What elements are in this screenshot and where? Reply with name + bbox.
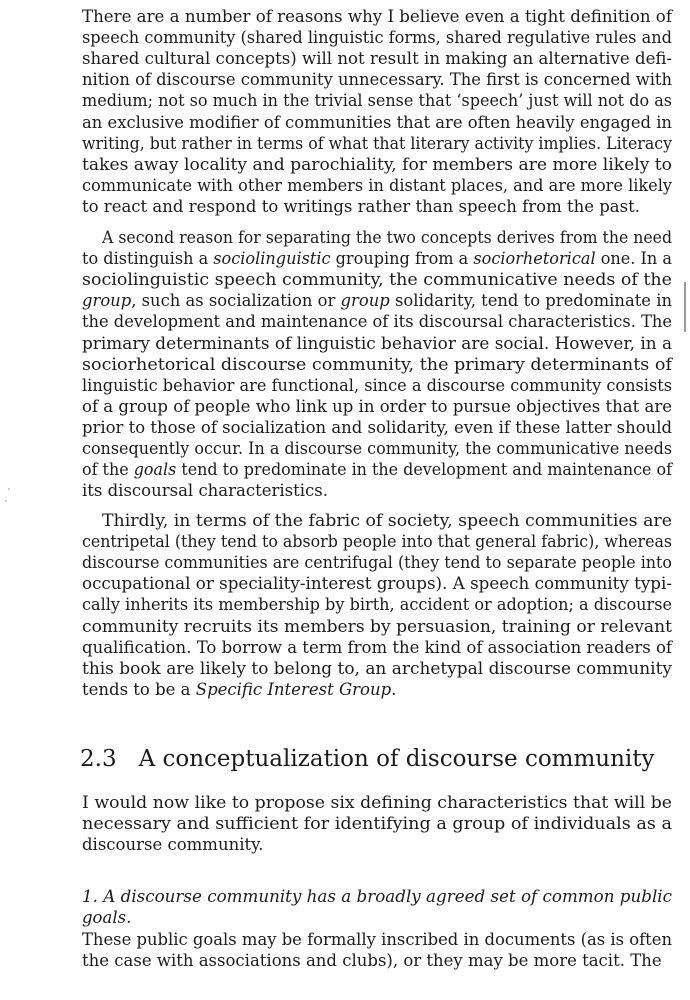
characteristic-body-line: the case with associations and clubs), or they may be more tacit. The <box>82 951 662 971</box>
paragraph-3-line: discourse communities are centrifugal (they tend to separate people into <box>82 553 673 573</box>
paragraph-2-line: sociolinguistic speech community, the communicative needs of the <box>82 270 673 290</box>
italic-term: Specific Interest Group <box>195 679 392 699</box>
paragraph-1-line: communicate with other members in distant places, and are more likely <box>82 175 673 195</box>
paragraph-2-line: sociorhetorical discourse community, the primary determinants of <box>82 354 672 374</box>
section-heading <box>80 742 680 776</box>
paragraph-2-line: consequently occur. In a discourse community, the communicative needs <box>82 439 673 458</box>
italic-term: sociorhetorical <box>473 249 596 269</box>
paragraph-2-line: A second reason for separating the two concepts derives from the need <box>102 228 673 247</box>
paragraph-1-line: nition of discourse community unnecessary. The first is concerned with <box>82 70 673 90</box>
italic-term: goals <box>133 460 177 480</box>
paragraph-3-line: cally inherits its membership by birth, accident or adoption; a discourse <box>82 595 673 615</box>
paragraph-3-line: qualification. To borrow a term from the kind of association readers of <box>82 637 673 657</box>
scan-speck <box>5 500 7 502</box>
paragraph-3-line: centripetal (they tend to absorb people into that general fabric), whereas <box>82 532 673 552</box>
paragraph-2-line: group, such as socialization or group solidarity, tend to predominate in <box>82 291 672 311</box>
margin-mark <box>684 282 686 332</box>
italic-term: sociolinguistic <box>213 249 331 269</box>
paragraph-3-line: tends to be a Specific Interest Group. <box>82 679 397 699</box>
paragraph-3-line: Thirdly, in terms of the fabric of society, speech communities are <box>102 511 672 530</box>
paragraph-2-line: of a group of people who link up in order to pursue objectives that are <box>82 396 672 416</box>
intro-paragraph-line: discourse community. <box>82 835 264 855</box>
paragraph-1-line: writing, but rather in terms of what that literary activity implies. Literacy <box>82 133 673 153</box>
italic-term: group <box>340 291 390 311</box>
intro-paragraph-line: I would now like to propose six defining characteristics that will be <box>82 793 673 812</box>
paragraph-1-line: takes away locality and parochiality, for members are more likely to <box>82 154 672 174</box>
paragraph-1-line: medium; not so much in the trivial sense that ‘speech’ just will not do as <box>82 91 673 111</box>
paragraph-1-line: shared cultural concepts) will not result in making an alternative defi- <box>82 49 673 69</box>
paragraph-3-line: community recruits its members by persuasion, training or relevant <box>82 616 672 636</box>
paragraph-1-line: There are a number of reasons why I believe even a tight definition of <box>82 7 672 26</box>
characteristic-heading-line: 1. A discourse community has a broadly agreed set of common public <box>82 887 673 906</box>
paragraph-2-line: the development and maintenance of its discoursal characteristics. The <box>82 312 673 332</box>
italic-term: group <box>82 291 132 311</box>
intro-paragraph-line: necessary and sufficient for identifying a group of individuals as a <box>82 814 672 834</box>
paragraph-1-line: to react and respond to writings rather than speech from the past. <box>82 196 640 216</box>
paragraph-2-line: linguistic behavior are functional, since a discourse community consists <box>82 375 673 395</box>
paragraph-1-line: an exclusive modifier of communities that are often heavily engaged in <box>82 112 672 132</box>
paragraph-3-line: this book are likely to belong to, an archetypal discourse community <box>82 658 672 678</box>
section-title: A conceptualization of discourse community <box>138 746 655 772</box>
paragraph-2-line: prior to those of socialization and solidarity, even if these latter should <box>82 417 673 437</box>
characteristic-heading-line: goals. <box>82 908 132 928</box>
paragraph-2-line: its discoursal characteristics. <box>82 481 329 501</box>
scan-speck <box>8 488 10 490</box>
paragraph-2-line: of the goals tend to predominate in the development and maintenance of <box>82 460 673 480</box>
paragraph-2-line: primary determinants of linguistic behavior are social. However, in a <box>82 333 673 353</box>
section-number: 2.3 <box>80 746 117 772</box>
paragraph-1-line: speech community (shared linguistic forms, shared regulative rules and <box>82 28 672 48</box>
paragraph-3-line: occupational or speciality-interest groups). A speech community typi- <box>82 574 672 594</box>
characteristic-body-line: These public goals may be formally inscribed in documents (as is often <box>82 930 673 949</box>
paragraph-2-line: to distinguish a sociolinguistic grouping from a sociorhetorical one. In a <box>82 249 672 269</box>
